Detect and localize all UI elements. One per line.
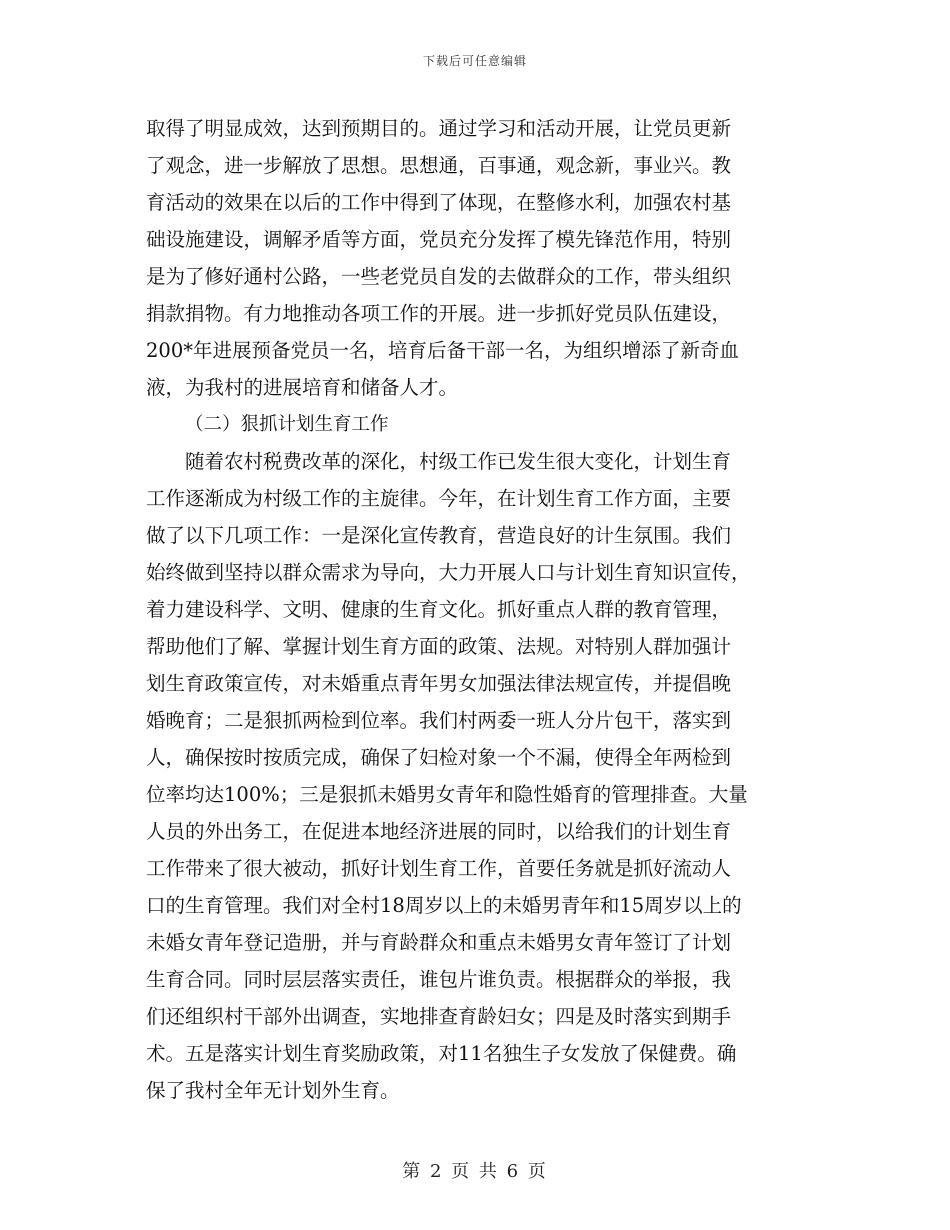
paragraph-line: 保了我村全年无计划外生育。 — [146, 1079, 400, 1102]
paragraph-line: 是为了修好通村公路，一些老党员自发的去做群众的工作，带头组织 — [146, 265, 732, 288]
paragraph-line: 人员的外出务工，在促进本地经济进展的同时，以给我们的计划生育 — [146, 820, 732, 843]
paragraph-line: 婚晚育；二是狠抓两检到位率。我们村两委一班人分片包干，落实到 — [146, 709, 732, 732]
page-number: 第 2 页 共 6 页 — [402, 1161, 548, 1182]
paragraph-line: 始终做到坚持以群众需求为导向，大力开展人口与计划生育知识宣传， — [146, 561, 751, 584]
paragraph-line: 工作逐渐成为村级工作的主旋律。今年，在计划生育工作方面，主要 — [146, 487, 732, 510]
paragraph-line: 人，确保按时按质完成，确保了妇检对象一个不漏，使得全年两检到 — [146, 746, 732, 769]
paragraph-line: 捐款捐物。有力地推动各项工作的开展。进一步抓好党员队伍建设， — [146, 302, 732, 325]
paragraph-line: 帮助他们了解、掌握计划生育方面的政策、法规。对特别人群加强计 — [146, 635, 732, 658]
document-body — [146, 110, 810, 1109]
paragraph-line: 口的生育管理。我们对全村18周岁以上的未婚男青年和15周岁以上的 — [146, 894, 742, 917]
paragraph-line: 育活动的效果在以后的工作中得到了体现，在整修水利，加强农村基 — [146, 191, 732, 214]
paragraph-line: 划生育政策宣传，对未婚重点青年男女加强法律法规宣传，并提倡晚 — [146, 672, 732, 695]
paragraph-line: 工作带来了很大被动，抓好计划生育工作，首要任务就是抓好流动人 — [146, 857, 732, 880]
paragraph-line: 随着农村税费改革的深化，村级工作已发生很大变化，计划生育 — [146, 450, 732, 473]
paragraph-line: 200*年进展预备党员一名，培育后备干部一名，为组织增添了新奇血 — [146, 339, 739, 362]
paragraph-line: 们还组织村干部外出调查，实地排查育龄妇女；四是及时落实到期手 — [146, 1005, 732, 1028]
paragraph-line: 取得了明显成效，达到预期目的。通过学习和活动开展，让党员更新 — [146, 117, 732, 140]
paragraph-line: 位率均达100%；三是狠抓未婚男女青年和隐性婚育的管理排查。大量 — [146, 783, 748, 806]
page-header-note: 下载后可任意编辑 — [422, 54, 527, 68]
paragraph-line: 了观念，进一步解放了思想。思想通，百事通，观念新，事业兴。教 — [146, 154, 732, 177]
paragraph-line: 生育合同。同时层层落实责任，谁包片谁负责。根据群众的举报，我 — [146, 968, 732, 991]
paragraph-line: 液，为我村的进展培育和储备人才。 — [146, 376, 459, 399]
paragraph-line: 做了以下几项工作：一是深化宣传教育，营造良好的计生氛围。我们 — [146, 524, 732, 547]
section-heading: （二）狠抓计划生育工作 — [185, 414, 389, 435]
paragraph-line: 础设施建设，调解矛盾等方面，党员充分发挥了模先锋范作用，特别 — [146, 228, 732, 251]
paragraph-line: 着力建设科学、文明、健康的生育文化。抓好重点人群的教育管理， — [146, 598, 732, 621]
paragraph-line: 术。五是落实计划生育奖励政策，对11名独生子女发放了保健费。确 — [146, 1042, 737, 1065]
paragraph-line: 未婚女青年登记造册，并与育龄群众和重点未婚男女青年签订了计划 — [146, 931, 732, 954]
